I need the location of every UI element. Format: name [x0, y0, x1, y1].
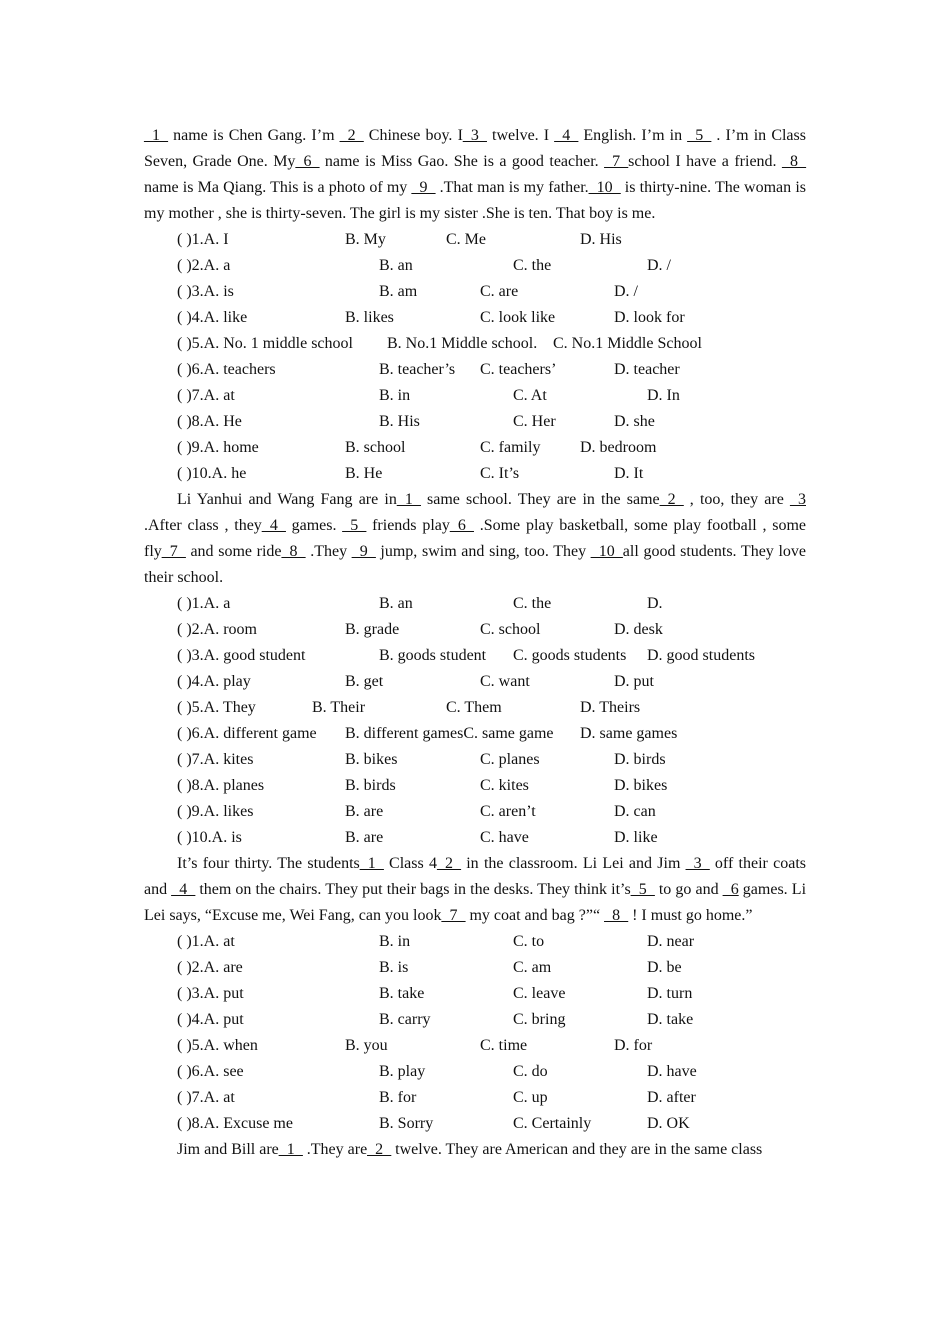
question-row	[144, 721, 806, 747]
passage-2	[144, 487, 806, 591]
blank-1-12: _7_	[604, 153, 629, 170]
question-option-d: D. can	[614, 803, 656, 820]
passage-text: Chinese boy. I	[363, 127, 463, 144]
question-option-d: D. she	[614, 413, 655, 430]
question-option-c: C. to	[513, 933, 545, 950]
question-option-a: ( )7.A. at	[177, 387, 235, 404]
question-option-c: C. aren’t	[480, 803, 536, 820]
passage-text: same school. They are in the same	[420, 491, 660, 508]
question-option-c: C. the	[513, 595, 552, 612]
question-option-d: D. It	[614, 465, 644, 482]
blank-2-9: _5_	[342, 517, 367, 534]
blank-1-18: _10_	[588, 179, 621, 196]
question-option-c: C. leave	[513, 985, 566, 1002]
question-option-c: C. up	[513, 1089, 548, 1106]
question-option-a: ( )1.A. a	[177, 595, 231, 612]
question-row	[144, 1007, 806, 1033]
blank-1-14: _8_	[782, 153, 807, 170]
question-option-d: D. bikes	[614, 777, 668, 794]
passage-text: name is Miss Gao. She is a good teacher.	[319, 153, 605, 170]
question-option-a: ( )4.A. put	[177, 1011, 244, 1028]
blank-3-9: _5_	[630, 881, 655, 898]
question-option-a: ( )5.A. They	[177, 699, 256, 716]
question-option-b: B. is	[379, 959, 409, 976]
passage-3	[144, 851, 806, 929]
question-option-d: D. birds	[614, 751, 666, 768]
blank-2-1: _1_	[396, 491, 421, 508]
question-option-b: B. am	[379, 283, 418, 300]
question-row	[144, 1033, 806, 1059]
question-option-d: D. desk	[614, 621, 663, 638]
question-option-b: B. His	[379, 413, 420, 430]
question-option-c: C. Certainly	[513, 1115, 592, 1132]
question-option-b: B. grade	[345, 621, 400, 638]
question-row	[144, 773, 806, 799]
question-option-b: B. are	[345, 803, 384, 820]
blank-1-0: _1_	[144, 127, 168, 144]
question-row	[144, 435, 806, 461]
question-option-a: ( )9.A. likes	[177, 803, 254, 820]
question-option-c: C. At	[513, 387, 547, 404]
question-option-c: C. want	[480, 673, 530, 690]
question-row	[144, 1085, 806, 1111]
question-option-c: C. do	[513, 1063, 548, 1080]
question-option-c: C. Them	[446, 699, 502, 716]
question-option-d: D. good students	[647, 647, 755, 664]
question-option-d: D. OK	[647, 1115, 690, 1132]
passage-text: games.	[285, 517, 343, 534]
question-row	[144, 591, 806, 617]
question-option-b: B. No.1 Middle school.	[387, 335, 538, 352]
blank-2-5: _3	[790, 491, 806, 508]
question-option-b: B. are	[345, 829, 384, 846]
passage-text: .After class , they	[144, 517, 262, 534]
question-option-c: C. time	[480, 1037, 528, 1054]
question-row	[144, 799, 806, 825]
question-option-d: D. for	[614, 1037, 653, 1054]
question-row	[144, 929, 806, 955]
question-option-a: ( )7.A. at	[177, 1089, 235, 1106]
question-option-a: ( )6.A. see	[177, 1063, 244, 1080]
question-row	[144, 825, 806, 851]
question-option-c: C. goods students	[513, 647, 627, 664]
question-option-a: ( )6.A. different game	[177, 725, 317, 742]
question-option-a: ( )4.A. like	[177, 309, 248, 326]
blank-2-11: _6_	[449, 517, 474, 534]
question-option-b: B. you	[345, 1037, 388, 1054]
passage-text: Jim and Bill are	[177, 1141, 279, 1158]
question-row	[144, 747, 806, 773]
blank-2-17: _9_	[351, 543, 376, 560]
question-option-d: D. take	[647, 1011, 694, 1028]
question-option-c: C. planes	[480, 751, 540, 768]
question-option-c: C. school	[480, 621, 541, 638]
question-option-a: ( )1.A. at	[177, 933, 235, 950]
worksheet-content	[144, 123, 806, 1163]
question-option-b: B. play	[379, 1063, 426, 1080]
blank-2-13: _7_	[161, 543, 186, 560]
question-option-c: C. family	[480, 439, 541, 456]
question-row	[144, 1059, 806, 1085]
blank-1-8: _5_	[687, 127, 712, 144]
passage-text: ! I must go home.”	[628, 907, 753, 924]
blank-3-13: _7_	[441, 907, 466, 924]
blank-3-1: _1_	[359, 855, 384, 872]
passage-text: is thirty-nine. The woman is my mother , she is thirty-seven. The girl is my sister .She is ten. That boy is me.	[144, 179, 806, 222]
question-option-b: B. goods student	[379, 647, 487, 664]
question-row	[144, 227, 806, 253]
question-option-d: D. teacher	[614, 361, 680, 378]
blank-3-3: _2_	[436, 855, 461, 872]
blank-4-3: _2_	[367, 1141, 392, 1158]
question-option-a: ( )8.A. He	[177, 413, 242, 430]
question-option-b: B. birds	[345, 777, 396, 794]
passage-text: twelve. I	[486, 127, 555, 144]
question-row	[144, 1111, 806, 1137]
question-option-d: D. be	[647, 959, 682, 976]
question-option-c: C. have	[480, 829, 529, 846]
blank-3-7: _4_	[171, 881, 196, 898]
question-row	[144, 305, 806, 331]
question-option-b: B. for	[379, 1089, 417, 1106]
question-option-b: B. in	[379, 387, 411, 404]
passage-text: name is Chen Gang. I’m	[168, 127, 340, 144]
question-row	[144, 331, 806, 357]
question-row	[144, 279, 806, 305]
question-option-c: C. am	[513, 959, 552, 976]
passage-text: friends play	[366, 517, 450, 534]
question-option-b: B. teacher’s	[379, 361, 456, 378]
question-option-b: B. Sorry	[379, 1115, 434, 1132]
blank-3-15: _8_	[604, 907, 629, 924]
question-option-c: C. kites	[480, 777, 529, 794]
blank-3-11: _6	[722, 881, 739, 898]
question-option-c: C. are	[480, 283, 519, 300]
question-row	[144, 461, 806, 487]
question-option-b: B. bikes	[345, 751, 398, 768]
question-option-b: B. an	[379, 595, 413, 612]
question-option-a: ( )2.A. room	[177, 621, 257, 638]
question-row	[144, 617, 806, 643]
question-row	[144, 357, 806, 383]
blank-1-2: _2_	[339, 127, 364, 144]
blank-2-3: _2_	[659, 491, 684, 508]
question-option-d: D. His	[580, 231, 622, 248]
passage-text: It’s four thirty. The students	[177, 855, 360, 872]
question-option-b: B. likes	[345, 309, 394, 326]
question-option-a: ( )5.A. when	[177, 1037, 258, 1054]
passage-text: Class 4	[383, 855, 437, 872]
passage-1	[144, 123, 806, 227]
question-option-b: B. in	[379, 933, 411, 950]
passage-text: school I have a friend.	[628, 153, 783, 170]
blank-3-5: _3_	[685, 855, 710, 872]
question-option-c: C. bring	[513, 1011, 566, 1028]
question-option-a: ( )8.A. planes	[177, 777, 265, 794]
question-option-a: ( )4.A. play	[177, 673, 251, 690]
passage-text: , too, they are	[683, 491, 790, 508]
question-option-d: D. like	[614, 829, 658, 846]
passage-text: .That man is my father.	[435, 179, 589, 196]
question-option-b: B. My	[345, 231, 386, 248]
question-option-a: ( )3.A. put	[177, 985, 244, 1002]
question-option-d: D. have	[647, 1063, 697, 1080]
question-option-c: C. Me	[446, 231, 486, 248]
question-option-c: C. the	[513, 257, 552, 274]
passage-text: in the classroom. Li Lei and Jim	[460, 855, 686, 872]
question-option-a: ( )6.A. teachers	[177, 361, 276, 378]
blank-1-10: _6_	[295, 153, 320, 170]
question-option-d: D. same games	[580, 725, 678, 742]
passage-text: to go and	[654, 881, 723, 898]
question-option-a: ( )1.A. I	[177, 231, 229, 248]
question-option-a: ( )10.A. he	[177, 465, 247, 482]
question-option-d: D. Theirs	[580, 699, 641, 716]
passage-text: and some ride	[185, 543, 282, 560]
passage-4	[144, 1137, 806, 1163]
question-row	[144, 981, 806, 1007]
question-option-a: ( )3.A. is	[177, 283, 234, 300]
blank-2-15: _8_	[281, 543, 306, 560]
question-option-d: D. look for	[614, 309, 685, 326]
question-option-b: B. different gamesC. same game	[345, 725, 554, 742]
question-option-a: ( )5.A. No. 1 middle school	[177, 335, 353, 352]
question-option-d: D. near	[647, 933, 695, 950]
blank-2-19: _10_	[590, 543, 623, 560]
question-option-a: ( )8.A. Excuse me	[177, 1115, 293, 1132]
question-row	[144, 643, 806, 669]
question-option-c: C. teachers’	[480, 361, 557, 378]
question-row	[144, 409, 806, 435]
blank-1-16: _9_	[411, 179, 436, 196]
question-row	[144, 669, 806, 695]
passage-text: my coat and bag ?”“	[465, 907, 605, 924]
question-row	[144, 695, 806, 721]
question-option-d: D. put	[614, 673, 654, 690]
blank-1-4: _3_	[462, 127, 487, 144]
passage-text: .They	[305, 543, 352, 560]
passage-text: twelve. They are American and they are in the same class	[391, 1141, 763, 1158]
passage-text: . I’m in Class Seven, Grade One. My	[144, 127, 806, 170]
question-option-a: ( )10.A. is	[177, 829, 242, 846]
question-option-a: ( )7.A. kites	[177, 751, 254, 768]
question-option-d: D.	[647, 595, 663, 612]
passage-text: Li Yanhui and Wang Fang are in	[177, 491, 397, 508]
passage-text: .They are	[302, 1141, 368, 1158]
question-option-a: ( )2.A. are	[177, 959, 243, 976]
question-row	[144, 253, 806, 279]
question-option-a: ( )2.A. a	[177, 257, 231, 274]
blank-1-6: _4_	[554, 127, 579, 144]
question-option-c: C. look like	[480, 309, 556, 326]
passage-text: off their coats and	[144, 855, 807, 898]
question-option-a: ( )3.A. good student	[177, 647, 306, 664]
question-option-b: B. Their	[312, 699, 366, 716]
question-option-d: D. after	[647, 1089, 696, 1106]
question-option-b: B. take	[379, 985, 425, 1002]
question-option-d: D. turn	[647, 985, 693, 1002]
question-option-c: C. It’s	[480, 465, 520, 482]
question-option-b: B. carry	[379, 1011, 431, 1028]
question-option-d: D. bedroom	[580, 439, 657, 456]
blank-4-1: _1_	[278, 1141, 303, 1158]
question-option-d: D. /	[647, 257, 671, 274]
question-option-c: C. No.1 Middle School	[553, 335, 702, 352]
question-option-d: D. /	[614, 283, 638, 300]
passage-text: all good students. They love their school.	[144, 543, 807, 586]
question-option-c: C. Her	[513, 413, 556, 430]
question-option-d: D. In	[647, 387, 680, 404]
question-option-b: B. school	[345, 439, 406, 456]
passage-text: them on the chairs. They put their bags in the desks. They think it’s	[195, 881, 631, 898]
question-row	[144, 955, 806, 981]
passage-text: .Some play basketball, some play football , some fly	[144, 517, 807, 560]
passage-text: English. I’m in	[578, 127, 688, 144]
question-option-b: B. an	[379, 257, 413, 274]
question-row	[144, 383, 806, 409]
question-option-b: B. He	[345, 465, 383, 482]
question-option-b: B. get	[345, 673, 384, 690]
passage-text: jump, swim and sing, too. They	[375, 543, 591, 560]
passage-text: name is Ma Qiang. This is a photo of my	[144, 179, 412, 196]
question-option-a: ( )9.A. home	[177, 439, 259, 456]
passage-text: games. Li Lei says, “Excuse me, Wei Fang, can you look	[144, 881, 807, 924]
blank-2-7: _4_	[261, 517, 286, 534]
